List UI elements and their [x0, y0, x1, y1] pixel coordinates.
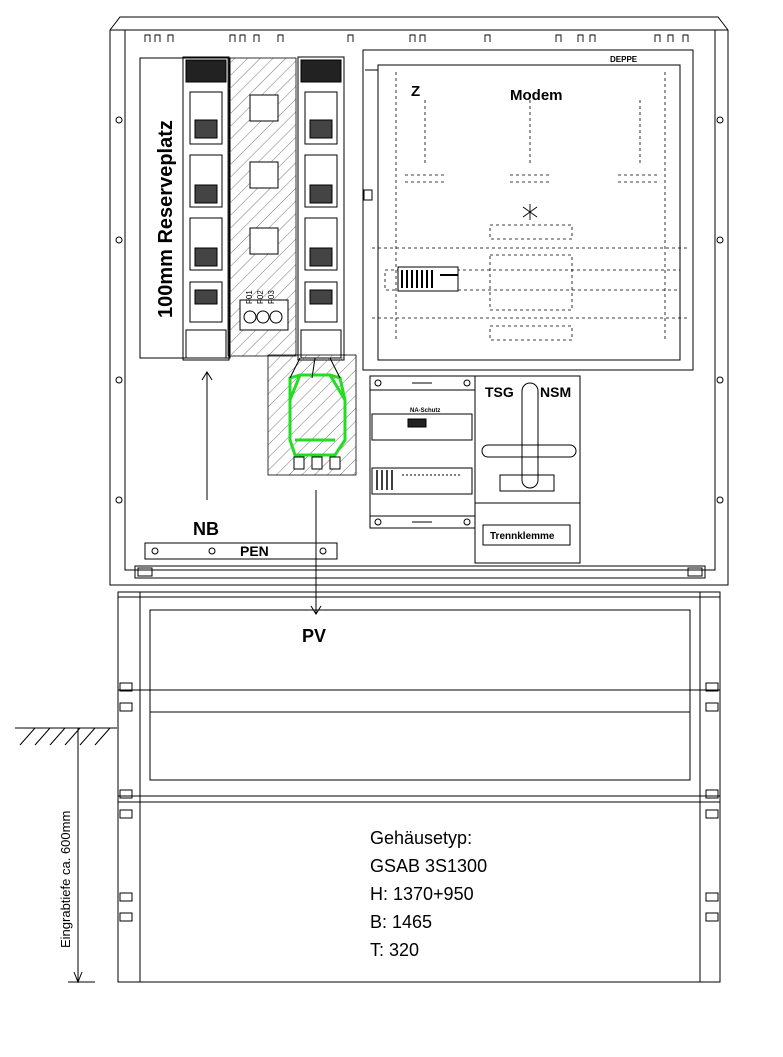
trennklemme-label: Trennklemme	[490, 531, 555, 542]
meter-panel	[363, 50, 693, 370]
fuse-f02-label: F02	[256, 290, 265, 304]
housing-info	[370, 828, 487, 960]
base-window	[150, 610, 690, 780]
modem-label: Modem	[510, 87, 563, 104]
ground-line	[15, 728, 117, 745]
housing-title: Gehäusetyp:	[370, 828, 473, 848]
z-label: Z	[411, 83, 421, 100]
pv-arrow	[311, 490, 321, 614]
fuse-f01-label: F01	[245, 290, 254, 304]
depth-label: Eingrabtiefe ca. 600mm	[58, 810, 73, 948]
nb-arrow	[202, 372, 212, 500]
housing-type: GSAB 3S1300	[370, 856, 488, 876]
bottom-rail	[135, 566, 705, 578]
na-schutz-device	[370, 376, 475, 528]
na-schutz-label: NA-Schutz	[410, 408, 441, 414]
housing-depth: T: 320	[370, 940, 420, 960]
nsm-label: NSM	[540, 384, 572, 400]
pv-label: PV	[302, 626, 327, 646]
nb-label: NB	[193, 519, 219, 539]
housing-height: H: 1370+950	[370, 884, 474, 904]
housing-width: B: 1465	[370, 912, 433, 932]
fuse-strip-right	[298, 57, 344, 360]
fuse-f03-label: F03	[267, 290, 276, 304]
reserve-label: 100mm Reserveplatz	[155, 120, 177, 318]
reserve-area	[140, 58, 230, 358]
top-notches	[145, 35, 688, 42]
deppe-label: DEPPE	[610, 55, 638, 64]
fuse-strip-left	[183, 57, 229, 360]
busbar-zone	[228, 58, 296, 356]
tsg-label: TSG	[485, 384, 514, 400]
pv-zone	[268, 355, 356, 475]
pen-label: PEN	[240, 543, 269, 559]
